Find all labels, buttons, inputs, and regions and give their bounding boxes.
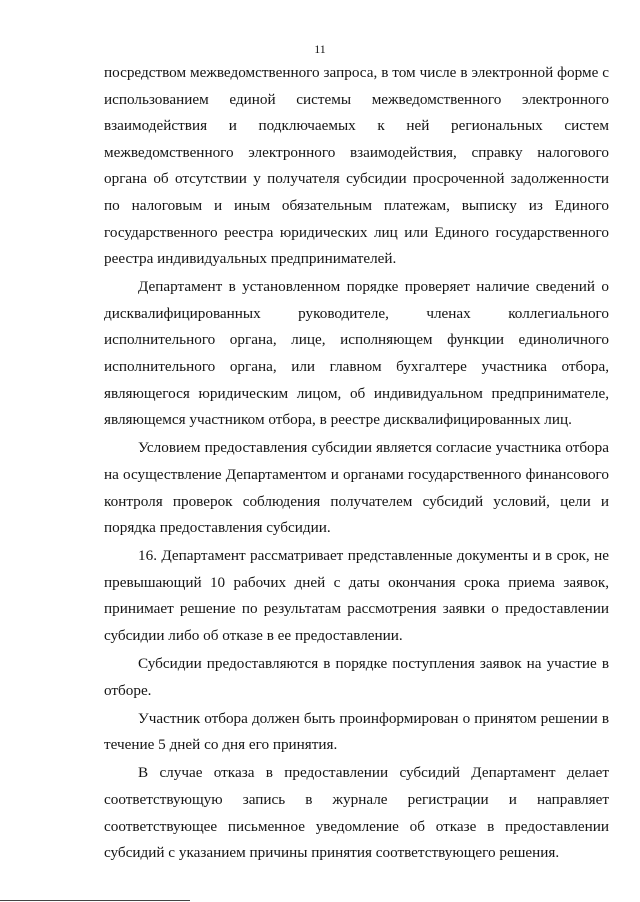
text-line: течение 5 дней со дня его принятия. [104,736,338,754]
paragraph [104,435,609,541]
text-line: порядка предоставления субсидии. [104,519,331,537]
text-line: В случае отказа в предоставлении субсидий Департамент делает [138,764,609,782]
text-line: соответствующую запись в журнале регистрации и направляет [104,791,609,809]
text-line: посредством межведомственного запроса, в том числе в электронной форме с [104,64,609,81]
text-line: Участник отбора должен быть проинформирован о принятом решении в [138,709,609,727]
text-line: по налоговым и иным обязательным платежам, выписку из Единого [104,196,609,214]
text-line: органа об отсутствии у получателя субсидии просроченной задолженности [104,170,609,188]
text-line: исполнительного органа, лице, исполняющем функции единоличного [104,331,609,349]
text-line: Департамент в установленном порядке проверяет наличие сведений о [138,278,609,296]
text-line: контроля проверок соблюдения получателем субсидий условий, цели и [104,492,609,510]
text-line: принимает решение по результатам рассмотрения заявки о предоставлении [104,600,609,618]
paragraph [104,274,609,434]
text-line: являющемся участником отбора, в реестре дисквалифицированных лиц. [104,411,572,429]
text-line: Условием предоставления субсидии является согласие участника отбора [138,439,609,457]
text-line: межведомственного электронного взаимодействия, справку налогового [104,143,609,161]
paragraph [104,760,609,866]
text-line: субсидий с указанием причины принятия соответствующего решения. [104,844,560,862]
text-line: являющегося юридическим лицом, об индивидуальном предпринимателе, [104,384,609,402]
paragraph [104,60,609,273]
text-line: использованием единой системы межведомственного электронного [104,90,609,108]
text-line: Субсидии предоставляются в порядке поступления заявок на участие в [138,655,609,673]
text-line: отборе. [104,681,152,699]
text-line: дисквалифицированных руководителе, членах коллегиального [104,304,609,322]
text-line: исполнительного органа, или главном бухгалтере участника отбора, [104,358,609,376]
text-line: государственного реестра юридических лиц или Единого государственного [104,223,609,241]
footnote-rule [0,900,190,901]
text-line: превышающий 10 рабочих дней с даты окончания срока приема заявок, [104,573,609,591]
text-line: субсидии либо об отказе в ее предоставлении. [104,626,403,644]
paragraph [104,651,609,704]
text-line: на осуществление Департаментом и органами государственного финансового [104,465,609,483]
text-line: 16. Департамент рассматривает представленные документы и в срок, не [138,547,609,565]
paragraph [104,543,609,649]
text-line: соответствующее письменное уведомление об отказе в предоставлении [104,817,609,835]
text-line: взаимодействия и подключаемых к ней региональных систем [104,117,609,135]
text-line: реестра индивидуальных предпринимателей. [104,250,397,268]
page-number: 11 [314,42,326,56]
document-body [104,60,609,868]
paragraph [104,706,609,759]
